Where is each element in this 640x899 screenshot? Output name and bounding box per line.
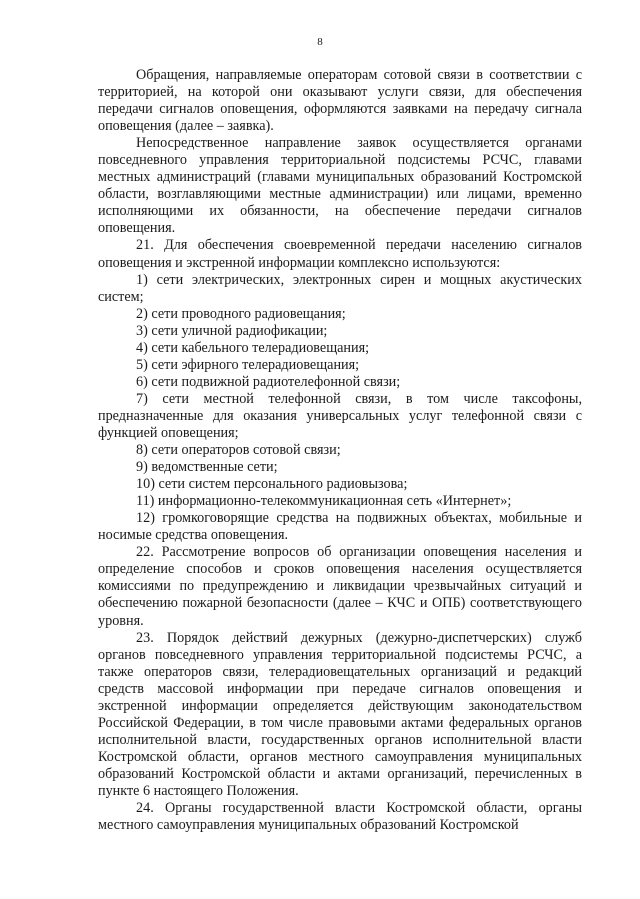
document-body xyxy=(98,67,582,834)
list-item-8: 8) сети операторов сотовой связи; xyxy=(136,442,341,459)
page-number: 8 xyxy=(317,36,323,48)
list-item-10: 10) сети систем персонального радиовызова; xyxy=(136,476,408,493)
paragraph-item-21: 21. Для обеспечения своевременной передачи населению сигналов оповещения и экстренной информации комплексно используются: xyxy=(98,237,582,271)
list-item-6: 6) сети подвижной радиотелефонной связи; xyxy=(136,373,401,390)
list-item-7: 7) сети местной телефонной связи, в том числе таксофоны, предназначенные для оказания универсальных услуг телефонной связи с функцией оповещения; xyxy=(98,390,582,441)
list-item-4: 4) сети кабельного телерадиовещания; xyxy=(136,339,370,356)
list-item-9: 9) ведомственные сети; xyxy=(136,459,278,476)
list-item-1: 1) сети электрических, электронных сирен и мощных акустических систем; xyxy=(98,271,582,305)
list-item-5: 5) сети эфирного телерадиовещания; xyxy=(136,356,360,373)
list-item-12: 12) громкоговорящие средства на подвижных объектах, мобильные и носимые средства оповещения. xyxy=(98,510,582,544)
list-item-2: 2) сети проводного радиовещания; xyxy=(136,305,346,322)
paragraph-item-23: 23. Порядок действий дежурных (дежурно-диспетчерских) служб органов повседневного управления территориальной подсистемы РСЧС, а также операторов связи, телерадиовещательных организаций и редакций средств массовой информации при передаче сигналов оповещения и экстренной информации определяется действующим законодательством Российской Федерации, в том числе правовыми актами федеральных органов исполнительной власти, государственных органов исполнительной власти Костромской области, органов местного самоуправления муниципальных образований Костромской области и актами организаций, перечисленных в пункте 6 настоящего Положения. xyxy=(98,629,582,799)
list-item-3: 3) сети уличной радиофикации; xyxy=(136,322,328,339)
paragraph-request-direction: Непосредственное направление заявок осуществляется органами повседневного управления территориальной подсистемы РСЧС, главами местных администраций (главами муниципальных образований Костромской области, возглавляющими местные администрации) или лицами, временно исполняющими их обязанности, на обеспечение передачи сигналов оповещения. xyxy=(98,135,582,237)
paragraph-item-22: 22. Рассмотрение вопросов об организации оповещения населения и определение способов и сроков оповещения населения осуществляется комиссиями по предупреждению и ликвидации чрезвычайных ситуаций и обеспечению пожарной безопасности (далее – КЧС и ОПБ) соответствующего уровня. xyxy=(98,544,582,629)
paragraph-item-24: 24. Органы государственной власти Костромской области, органы местного самоуправления муниципальных образований Костромской xyxy=(98,800,582,834)
paragraph-operator-requests: Обращения, направляемые операторам сотовой связи в соответствии с территорией, на которой они оказывают услуги связи, для обеспечения передачи сигналов оповещения, оформляются заявками на передачу сигнала оповещения (далее – заявка). xyxy=(98,67,582,135)
list-item-11: 11) информационно-телекоммуникационная сеть «Интернет»; xyxy=(136,493,512,510)
